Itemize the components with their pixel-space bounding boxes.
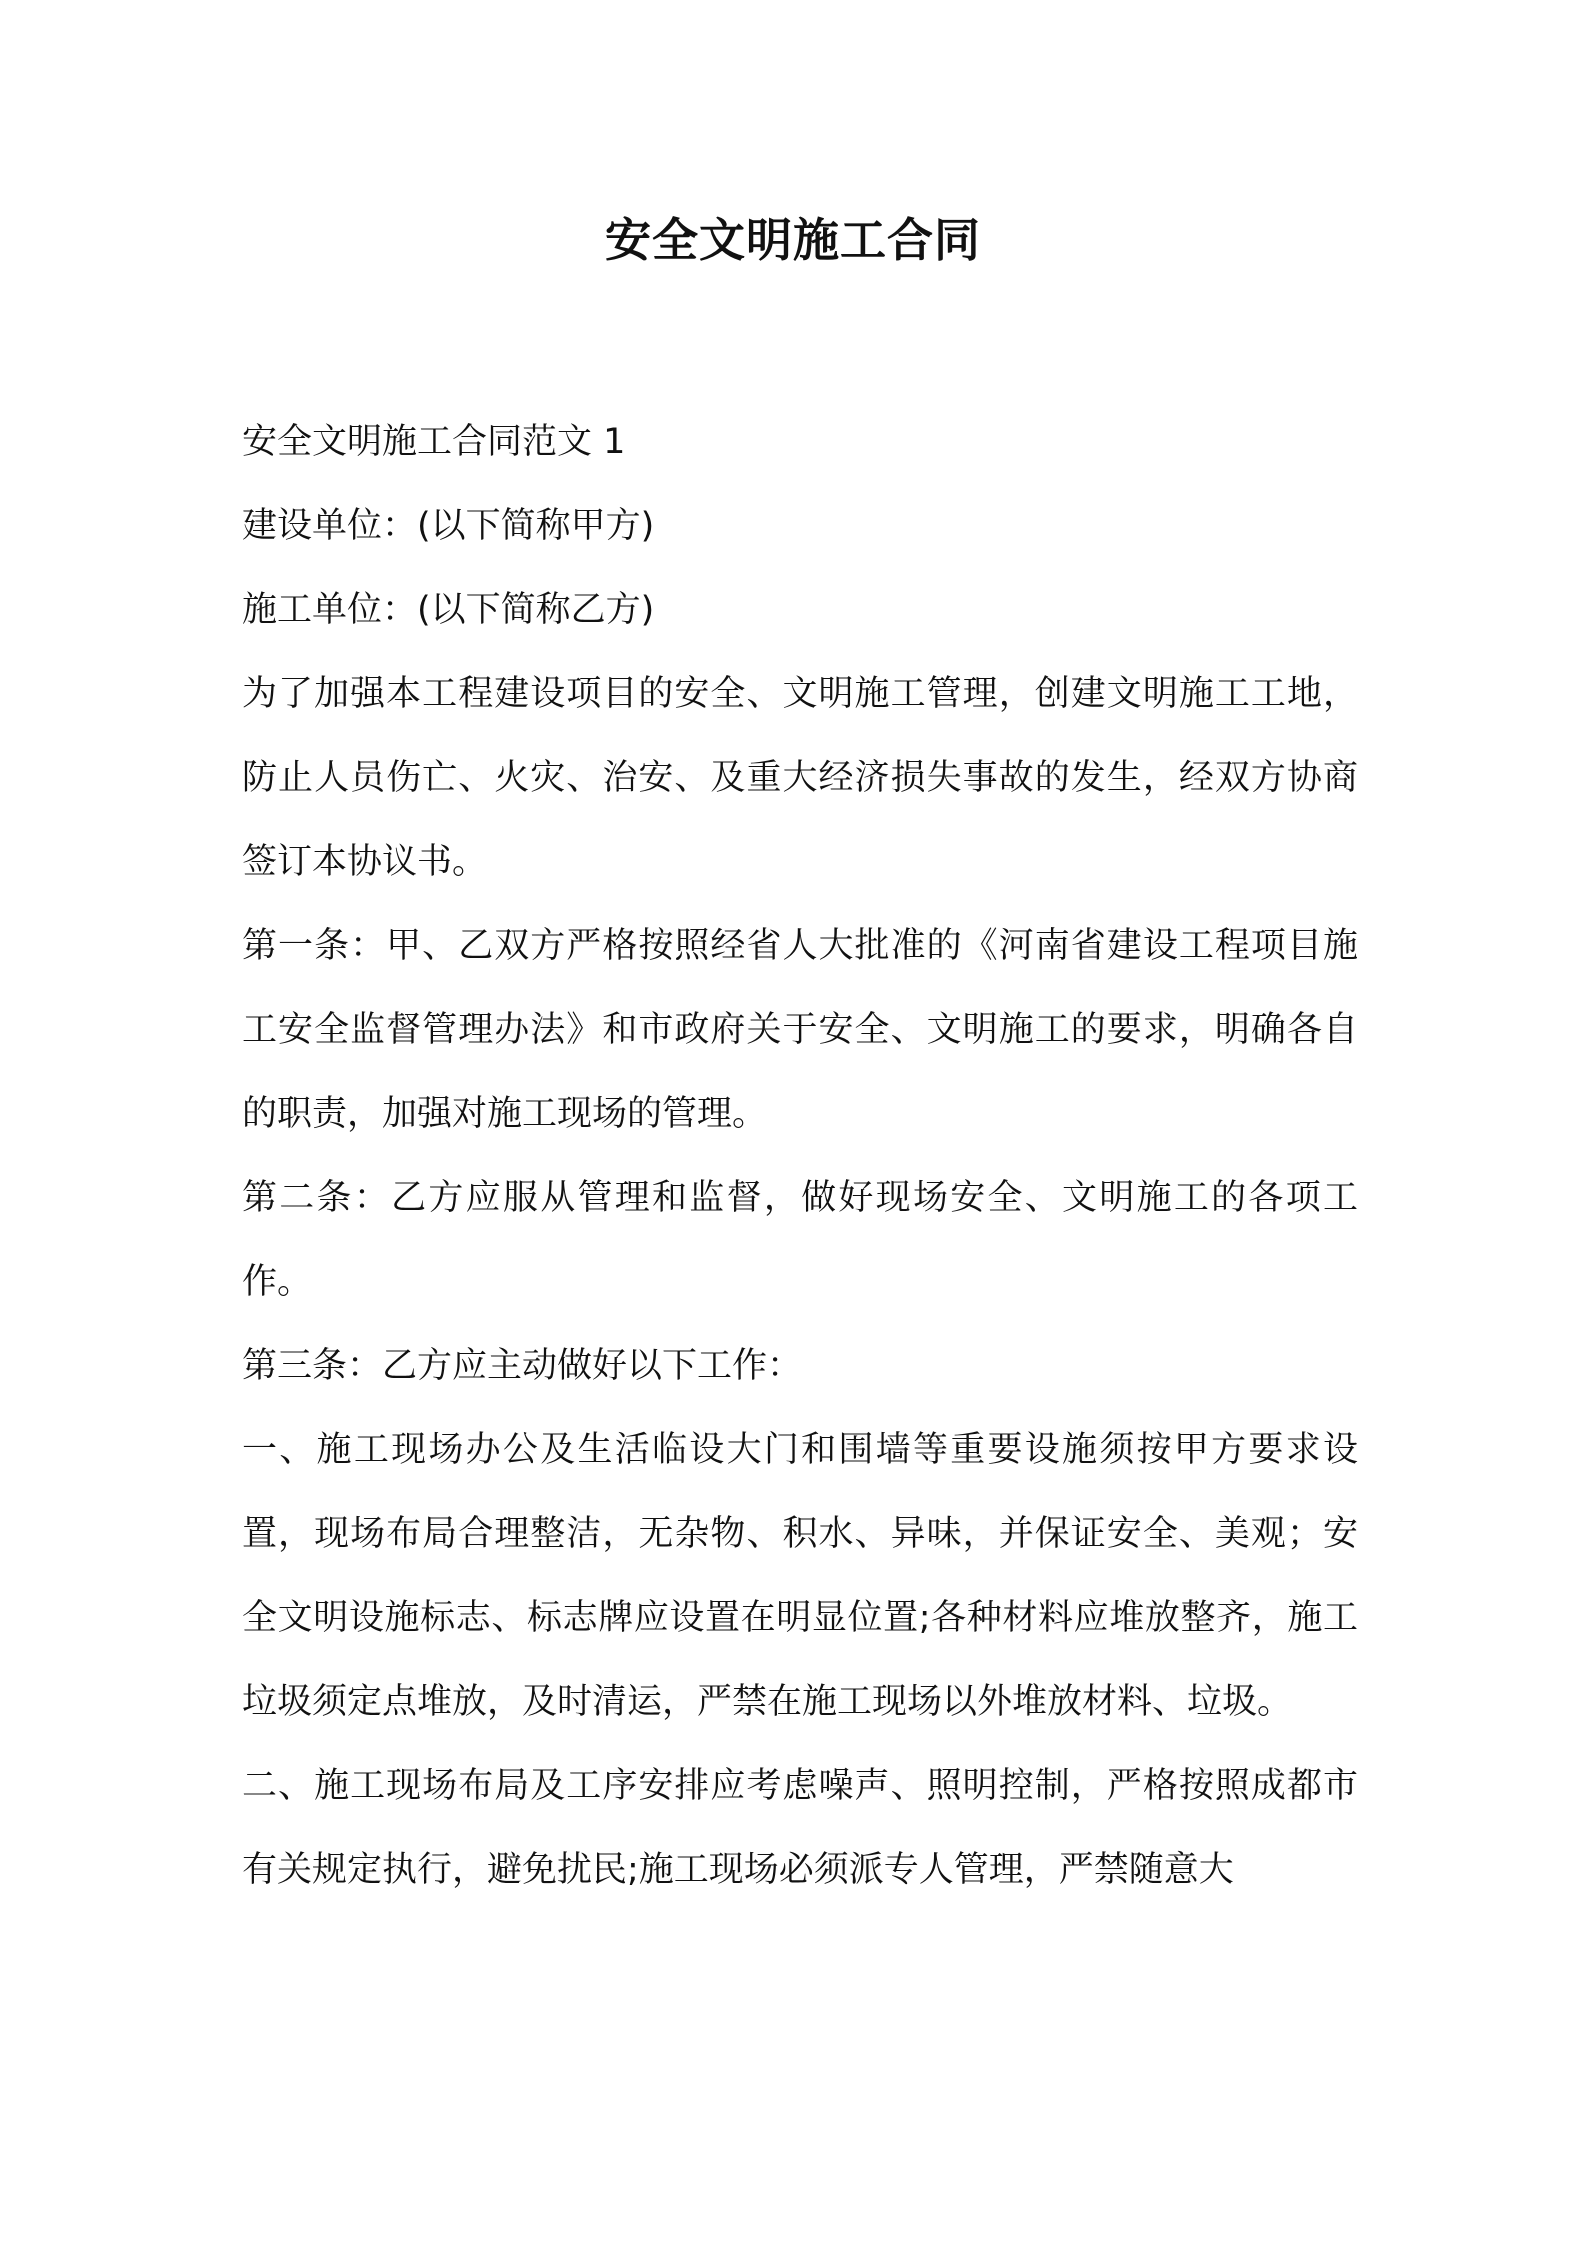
paragraph-article-1: 第一条：甲、乙双方严格按照经省人大批准的《河南省建设工程项目施工安全监督管理办法》和市政府关于安全、文明施工的要求，明确各自的职责，加强对施工现场的管理。 <box>242 926 1358 1134</box>
paragraph-preamble: 为了加强本工程建设项目的安全、文明施工管理，创建文明施工工地，防止人员伤亡、火灾、治安、及重大经济损失事故的发生，经双方协商签订本协议书。 <box>242 674 1358 882</box>
paragraph-heading: 安全文明施工合同范文 1 <box>242 422 626 462</box>
paragraph-article-3: 第三条：乙方应主动做好以下工作： <box>242 1346 803 1386</box>
paragraph-item-1: 一、施工现场办公及生活临设大门和围墙等重要设施须按甲方要求设置，现场布局合理整洁，无杂物、积水、异味，并保证安全、美观；安全文明设施标志、标志牌应设置在明显位置;各种材料应堆放整齐，施工垃圾须定点堆放，及时清运，严禁在施工现场以外堆放材料、垃圾。 <box>242 1430 1358 1722</box>
paragraph-party-a: 建设单位：(以下简称甲方) <box>242 506 655 546</box>
paragraph-party-b: 施工单位：(以下简称乙方) <box>242 590 655 630</box>
document-title: 安全文明施工合同 <box>605 213 981 267</box>
paragraph-item-2: 二、施工现场布局及工序安排应考虑噪声、照明控制，严格按照成都市有关规定执行，避免扰民;施工现场必须派专人管理，严禁随意大 <box>242 1766 1358 1890</box>
document-body <box>242 400 1358 1912</box>
paragraph-article-2: 第二条：乙方应服从管理和监督，做好现场安全、文明施工的各项工作。 <box>242 1178 1358 1302</box>
